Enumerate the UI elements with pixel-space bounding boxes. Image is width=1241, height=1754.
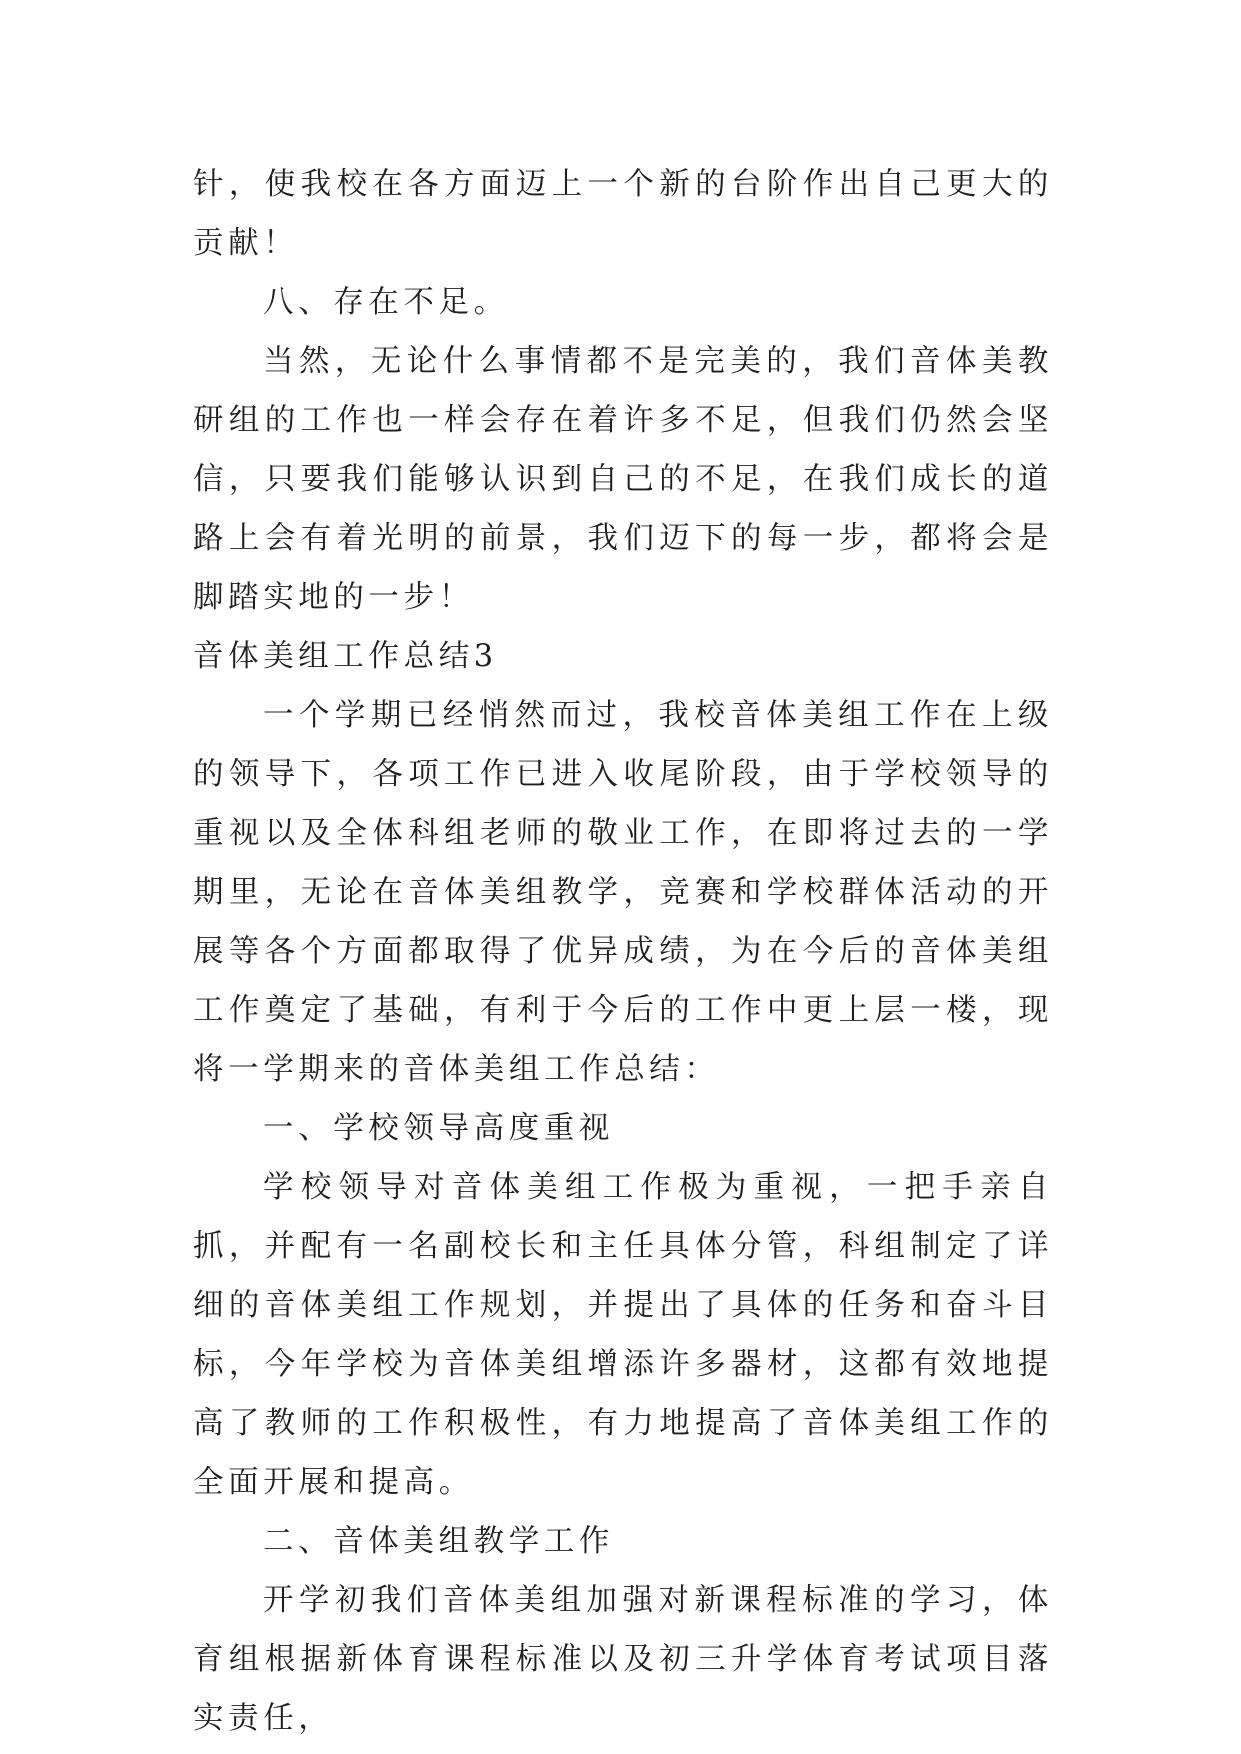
paragraph-shortcomings: 当然，无论什么事情都不是完美的，我们音体美教研组的工作也一样会存在着许多不足，但我们仍然会坚信，只要我们能够认识到自己的不足，在我们成长的道路上会有着光明的前景，我们迈下的每一步，都将会是脚踏实地的一步！ xyxy=(193,344,1053,615)
paragraph-leadership: 学校领导对音体美组工作极为重视，一把手亲自抓，并配有一名副校长和主任具体分管，科组制定了详细的音体美组工作规划，并提出了具体的任务和奋斗目标，今年学校为音体美组增添许多器材，这都有效地提高了教师的工作积极性，有力地提高了音体美组工作的全面开展和提高。 xyxy=(193,1170,1053,1500)
section-heading-teaching: 二、音体美组教学工作 xyxy=(263,1524,614,1559)
document-title-summary-3: 音体美组工作总结3 xyxy=(193,639,498,674)
paragraph-continuation: 针，使我校在各方面迈上一个新的台阶作出自己更大的贡献！ xyxy=(193,167,1053,261)
section-heading-leadership: 一、学校领导高度重视 xyxy=(263,1111,614,1146)
section-heading-shortcomings: 八、存在不足。 xyxy=(263,285,509,320)
paragraph-intro: 一个学期已经悄然而过，我校音体美组工作在上级的领导下，各项工作已进入收尾阶段，由于学校领导的重视以及全体科组老师的敬业工作，在即将过去的一学期里，无论在音体美组教学，竞赛和学校群体活动的开展等各个方面都取得了优异成绩，为在今后的音体美组工作奠定了基础，有利于今后的工作中更上层一楼，现将一学期来的音体美组工作总结： xyxy=(193,698,1053,1087)
paragraph-teaching: 开学初我们音体美组加强对新课程标准的学习，体育组根据新体育课程标准以及初三升学体育考试项目落实责任， xyxy=(193,1583,1053,1736)
document-body xyxy=(193,155,1053,1748)
